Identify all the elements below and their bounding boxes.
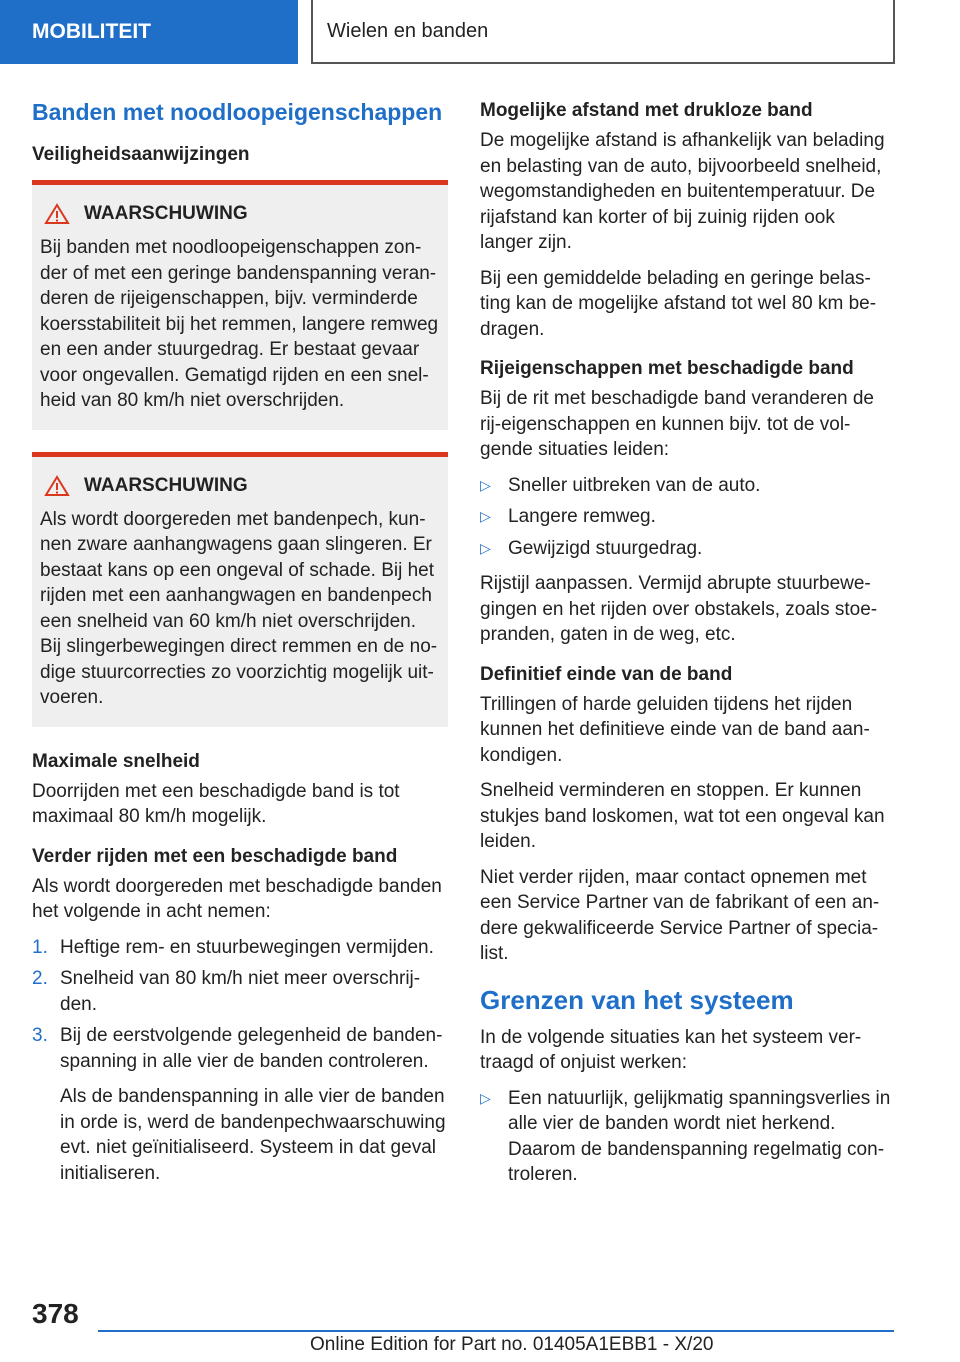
list-item (480, 536, 892, 562)
list-item (32, 935, 448, 961)
step-text: Bij de eerstvolgende gelegenheid de banden-spanning in alle vier de banden controleren. (60, 1025, 443, 1072)
list-item-text: Langere remweg. (508, 506, 656, 527)
step-number: 2. (32, 968, 48, 989)
distance-heading: Mogelijke afstand met drukloze band (480, 100, 813, 121)
chapter-label: Wielen en banden (327, 19, 489, 42)
distance-text: De mogelijke afstand is afhankelijk van belading en belasting van de auto, bijvoorbeeld snelheid, wegomstandigheden en buitentemperatuur. De rijafstand kan korter of bij zuinig rijden ook langer zijn. (480, 130, 885, 253)
max-speed-text: Doorrijden met een beschadigde band is tot maximaal 80 km/h mogelijk. (32, 780, 400, 827)
step-number: 1. (32, 936, 48, 958)
footer-edition: Online Edition for Part no. 01405A1EBB1 - X/20 (310, 1334, 714, 1355)
list-item-text: Sneller uitbreken van de auto. (508, 474, 761, 496)
footer-divider (98, 1330, 894, 1332)
warning-box (32, 180, 448, 430)
section-label: MOBILITEIT (32, 20, 151, 43)
step-text: Heftige rem- en stuurbewegingen vermijden. (60, 936, 434, 958)
max-speed-section (32, 749, 448, 830)
warning-title-text: WAARSCHUWING (84, 474, 248, 496)
page-title: Banden met noodloopeigenschappen (32, 99, 443, 125)
handling-list (480, 473, 892, 562)
end-section (480, 662, 892, 967)
distance-text: Bij een gemiddelde belading en geringe belas-ting kan de mogelijke afstand tot wel 80 km be-dragen. (480, 267, 877, 340)
chapter-header (311, 0, 895, 64)
continue-section (32, 844, 448, 1187)
list-item (480, 1086, 892, 1188)
warning-icon (44, 475, 70, 497)
safety-heading: Veiligheidsaanwijzingen (32, 144, 250, 165)
warning-title (40, 203, 440, 225)
list-item (480, 473, 892, 499)
end-text: Niet verder rijden, maar contact opnemen met een Service Partner van de fabrikant of een an-dere gekwalificeerde Service Partner of specia-list. (480, 866, 880, 964)
continue-heading: Verder rijden met een beschadigde band (32, 845, 398, 867)
list-item-text: Een natuurlijk, gelijkmatig spanningsverlies in alle vier de banden wordt niet herkend. Daarom de bandenspanning regelmatig con-troleren. (508, 1087, 891, 1185)
handling-section (480, 356, 892, 648)
handling-intro: Bij de rit met beschadigde band veranderen de rij-eigenschappen en kunnen bijv. tot de vol-gende situaties leiden: (480, 388, 874, 460)
right-column (480, 98, 892, 1198)
end-text: Trillingen of harde geluiden tijdens het rijden kunnen het definitieve einde van de band aan-kondigen. (480, 693, 870, 766)
warning-icon (44, 203, 70, 225)
step-note: Als de bandenspanning in alle vier de banden in orde is, werd de bandenpechwaarschuwing evt. niet geïnitialiseerd. Systeem in dat geval initialiseren. (60, 1086, 446, 1184)
continue-intro: Als wordt doorgereden met beschadigde banden het volgende in acht nemen: (32, 875, 442, 922)
warning-text: Bij banden met noodloopeigenschappen zon-der of met een geringe bandenspanning veran-deren de rijeigenschappen, bijv. verminderde koersstabiliteit bij het remmen, langere remweg en een ander stuurgedrag. Er bestaat gevaar voor ongevallen. Gematigd rijden en een snel-heid van 80 km/h niet overschrijden. (40, 237, 439, 411)
limits-title: Grenzen van het systeem (480, 984, 794, 1015)
end-text: Snelheid verminderen en stoppen. Er kunnen stukjes band loskomen, wat tot een ongeval kan leiden. (480, 780, 885, 852)
warning-box (32, 452, 448, 727)
steps-list (32, 935, 448, 1075)
warning-title (40, 475, 440, 497)
list-item (480, 504, 892, 530)
step-number: 3. (32, 1025, 48, 1046)
limits-list (480, 1086, 892, 1188)
handling-heading: Rijeigenschappen met beschadigde band (480, 358, 854, 379)
page-number: 378 (32, 1298, 79, 1329)
triangle-bullet-icon: ▷ (480, 508, 491, 524)
max-speed-heading: Maximale snelheid (32, 750, 200, 772)
limits-intro: In de volgende situaties kan het systeem ver-traagd of onjuist werken: (480, 1026, 862, 1073)
triangle-bullet-icon: ▷ (480, 539, 491, 556)
triangle-bullet-icon: ▷ (480, 1089, 491, 1106)
section-tab (0, 0, 298, 64)
triangle-bullet-icon: ▷ (480, 476, 491, 493)
end-heading: Definitief einde van de band (480, 663, 733, 685)
step-text: Snelheid van 80 km/h niet meer overschrij-den. (60, 968, 421, 1015)
list-item (32, 1023, 448, 1074)
handling-outro: Rijstijl aanpassen. Vermijd abrupte stuurbewe-gingen en het rijden over obstakels, zoals stoe-pranden, gaten in de weg, etc. (480, 573, 878, 645)
left-column (32, 98, 448, 1186)
warning-title-text: WAARSCHUWING (84, 203, 248, 224)
list-item (32, 966, 448, 1017)
list-item-text: Gewijzigd stuurgedrag. (508, 537, 703, 559)
warning-text: Als wordt doorgereden met bandenpech, kun-nen zware aanhangwagens gaan slingeren. Er bestaat kans op een ongeval of schade. Bij het rijden met een aanhangwagen en bandenpech een snelheid van 60 km/h niet overschrijden. Bij slingerbewegingen direct remmen en de no-dige stuurcorrecties zo voorzichtig mogelijk uit-voeren. (40, 508, 438, 708)
